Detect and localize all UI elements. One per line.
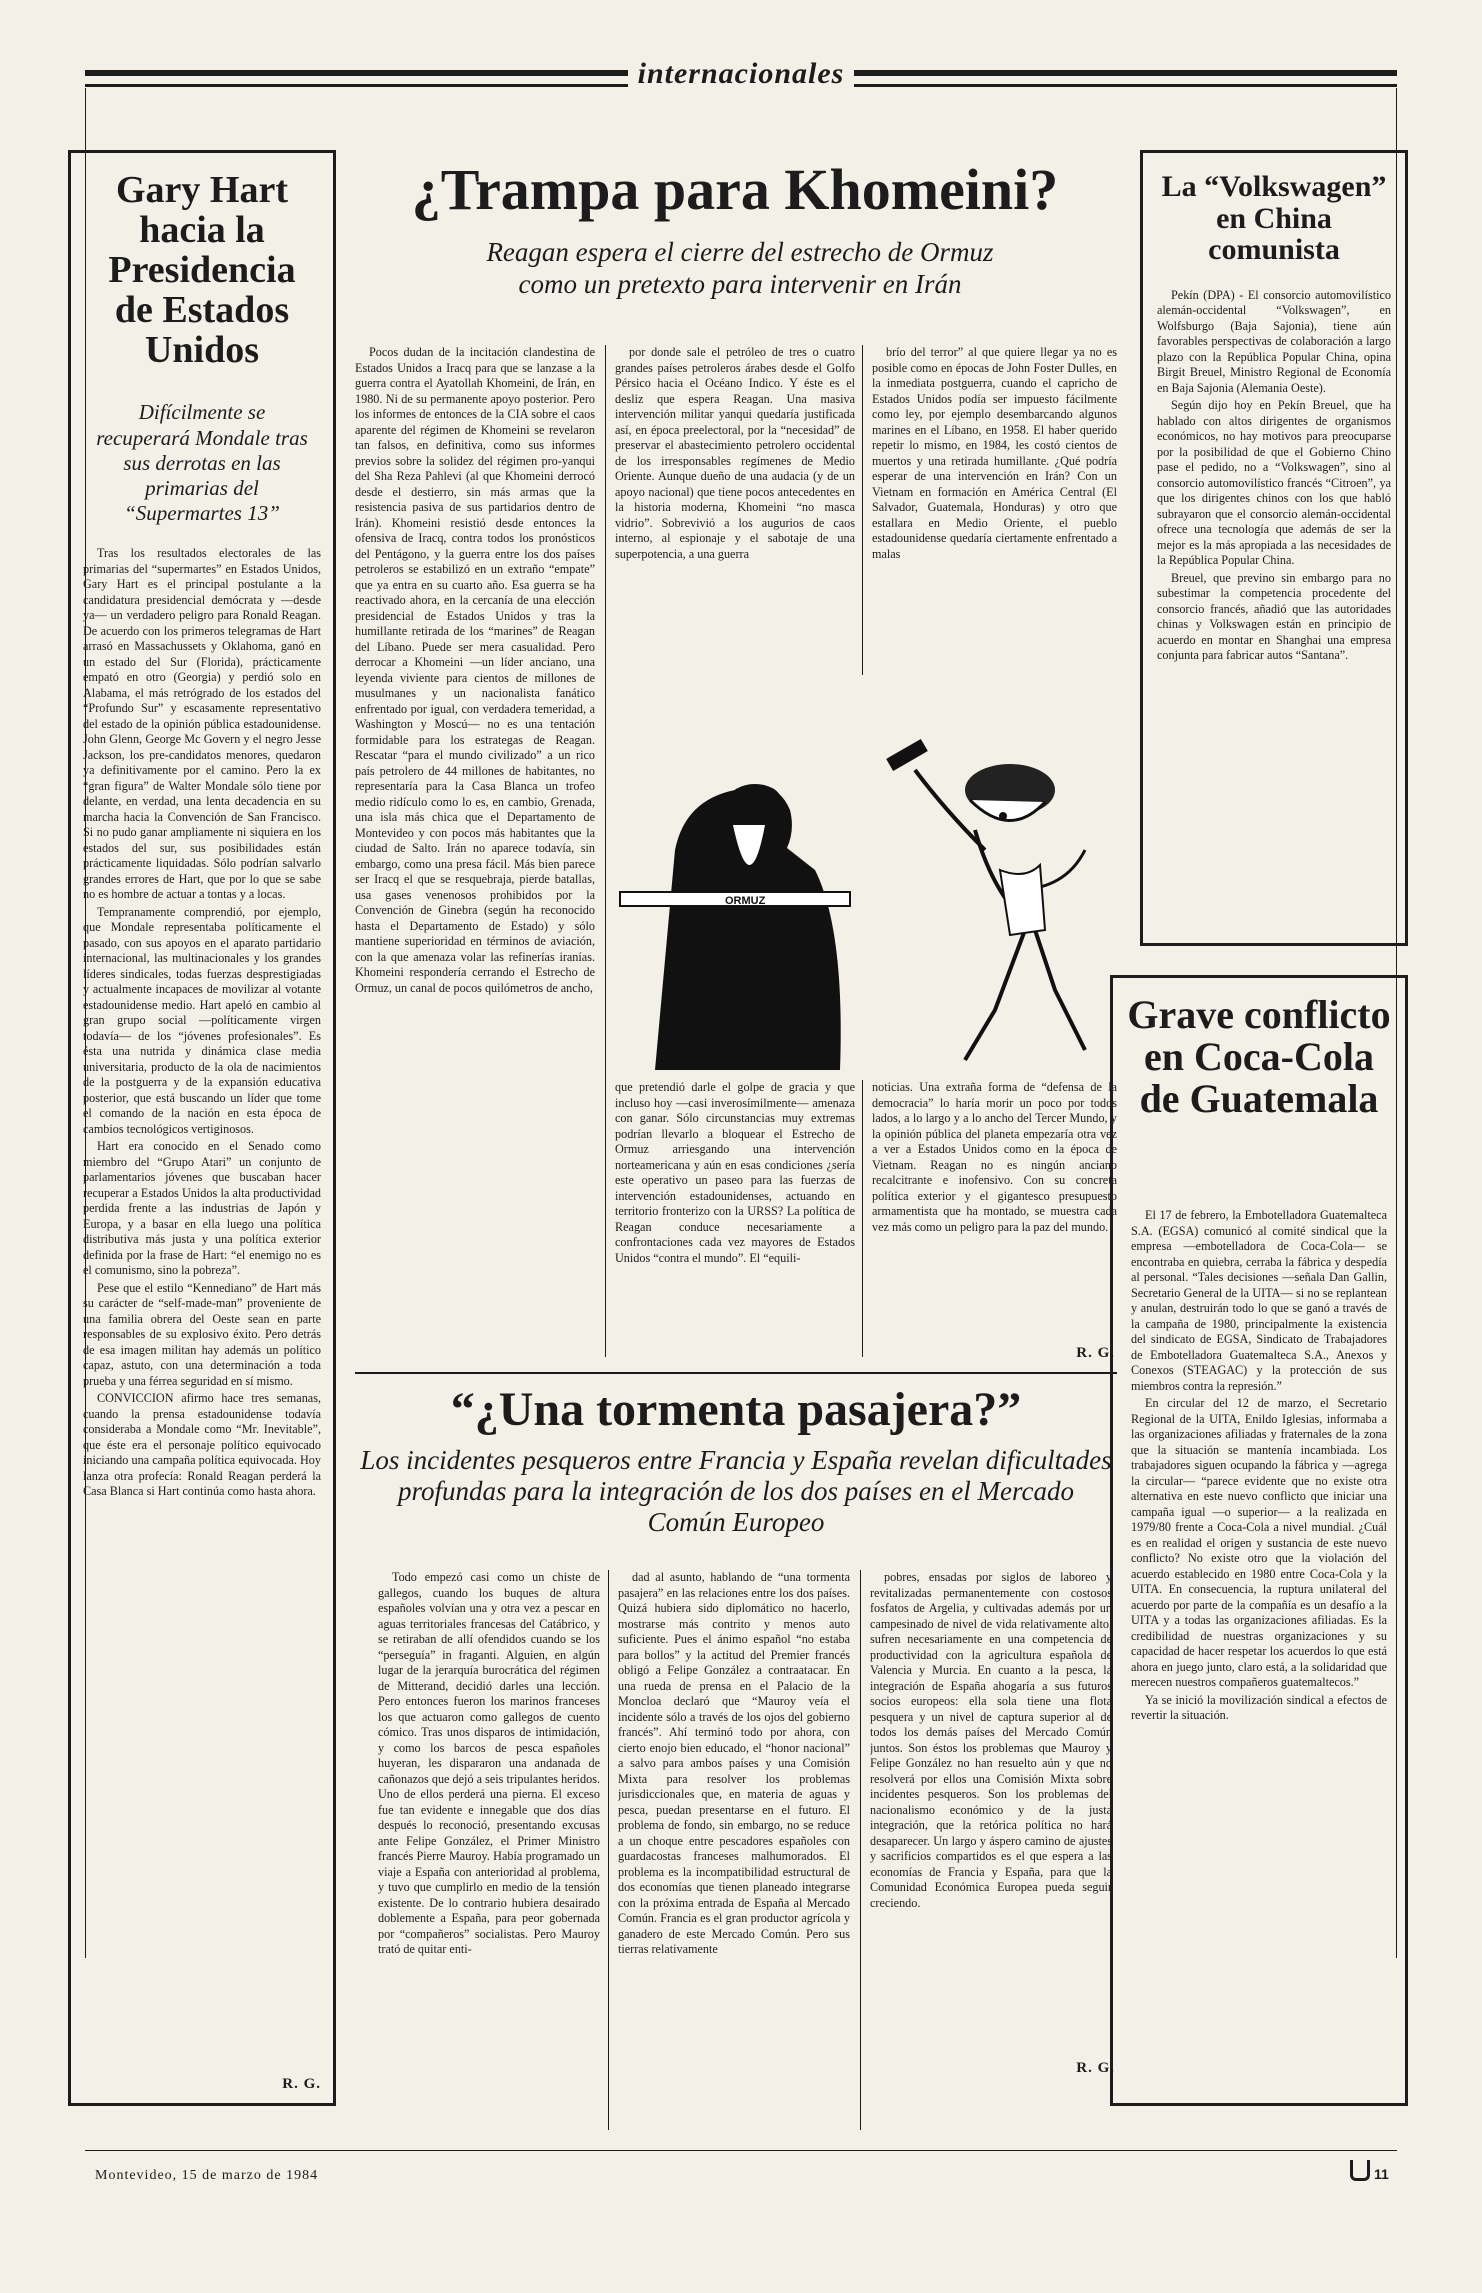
cartoon-strait-label: ORMUZ [725,895,766,907]
tormenta-signature: R. G. [1076,2060,1115,2076]
hart-deck: Difícilmente se recuperará Mondale tras sus derrotas en las primarias del “Supermartes 13” [96,400,308,526]
vw-body: Pekín (DPA) - El consorcio automovilístico alemán-occidental “Volkswagen”, en Wolfsburgo (Baja Sajonia), tiene aún favorables perspectivas de colaboración a largo plazo con la República Popular China, opina Birgit Breuel, Ministro Regional de Economía en Baja Sajonia (Alemania Oeste). Según dijo hoy en Pekín Breuel, que ha hablado con altos dirigentes de organismos económicos, no hay motivos para preocuparse por la posibilidad de que el Gobierno Chino pase el pedido, no a “Volkswagen”, sino al consorcio automovilístico francés “Citroen”, ya que los dirigentes chinos con los que habló subrayaron que el consorcio alemán-occidental ofrece una tecnología que además de ser la mejor es la más apropiada a las necesidades de la República Popular China. Breuel, que previno sin embargo para no subestimar la competencia procedente del consorcio francés, añadió que las autoridades chinas y Volkswagen están en principio de acuerdo en montar en Shanghai una empresa conjunta para fabricar autos “Santana”. [1157,287,1391,662]
cartoon-illustration [615,730,1117,1075]
khomeini-col-rule-2b [862,1080,863,1357]
hart-title: Gary Hart hacia la Presidencia de Estados Unidos [108,169,296,371]
tormenta-col3: pobres, ensadas por siglos de laboreo y revitalizadas permanentemente con costosos fosfatos de Argelia, y cultivadas además por un campesinado de nivel de vida relativamente alto, sufren necesariamente en una competencia de productividad con la agricultura española de Valencia y Murcia. En cuanto a la pesca, la integración de España ahogaría a sus futuros socios europeos: ella sola tiene una flota pesquera y un nivel de captura superior al de todos los demás países del Mercado Común juntos. Son éstos los problemas que Mauroy y Felipe González no han resuelto aún y que no resolverá por ellos una Comisión Mixta sobre incidentes pesqueros. Son los problemas del nacionalismo económico y de la justa integración, que la retórica política no hará desaparecer. Un largo y áspero camino de ajustes y sacrificios compartidos es el que espera a las economías de Francia y España, para que la Comunidad Económica Europea pueda seguir creciendo. [870,1570,1112,1910]
tormenta-deck: Los incidentes pesqueros entre Francia y España revelan dificultades profundas para la integración de los dos países en el Mercado Común Europeo [360,1445,1112,1538]
khomeini-col-rule-2a [862,345,863,675]
footer-rule [85,2150,1397,2151]
coca-title: Grave conflicto en Coca-Cola de Guatemala [1127,992,1391,1121]
footer-dateline: Montevideo, 15 de marzo de 1984 [95,2168,319,2183]
tormenta-col-rule-2 [860,1570,861,2130]
coca-article [1110,975,1408,2106]
vw-article [1140,150,1408,946]
hart-body: Tras los resultados electorales de las primarias del “supermartes” en Estados Unidos, Gary Hart es el principal postulante a la candidatura presidencial demócrata y —desde ya— un verdadero peligro para Ronald Reagan. De acuerdo con los primeros telegramas de Hart arrasó en Massachussets y Oklahoma, ganó en un estado del Sur (Florida), prácticamente empató en otro (Georgia) y perdió solo en Alabama, el más retrógrado de los estados del “Profundo Sur” y escasamente representativo del estado de la opinión pública estadounidense. John Glenn, George Mc Govern y el negro Jesse Jackson, los pre-candidatos menores, quedaron ya definitivamente por el camino. Pero la ex “gran figura” de Walter Mondale sólo tiene por delante, en verdad, una lenta decadencia en su marcha hacia la Convención de San Francisco. Si no pudo ganar ampliamente ni siquiera en los estados del sur, sus posibilidades están prácticamente liquidadas. Sólo podrían salvarlo grandes errores de Hart, que por lo que se sabe no es hombre de actuar a tontas y a locas. Tempranamente comprendió, por ejemplo, que Mondale representaba políticamente el pasado, con sus apoyos en el aparato partidario internacional, las multinacionales y los grandes líderes sindicales, todas fuerzas desprestigiadas y actualmente incapaces de movilizar al votante estadounidense medio. Hart apeló en cambio al gran grupo social —políticamente virgen todavía— de los “jóvenes profesionales”. Es ésta una nutrida y dinámica clase media universitaria, producto de la ola de nacimientos de la postguerra y de la expansión educativa posterior, que está buscando un líder que tome el comando de la nación en esta época de cambios tecnológicos vertiginosos. Hart era conocido en el Senado como miembro del “Grupo Atari” un conjunto de parlamentarios jóvenes que buscaban hacer recuperar a Estados Unidos la alta productividad perdida frente a las industrias de Japón y Europa, y a basar en ella luego una política distributiva más justa y una política exterior definida por la frase de Hart: “el enemigo no es el comunismo, sino la pobreza”. Pese que el estilo “Kennediano” de Hart más su carácter de “self-made-man” proveniente de una familia obrera del Oeste sean en parte responsables de su explosivo éxito. Pero detrás de esa imagen militan hay además un político capaz, astuto, con una determinación a toda prueba y una férrea seguridad en sí mismo. CONVICCION afirmo hace tres semanas, cuando la prensa estadounidense todavía consideraba a Mondale como “Mr. Inevitable”, que éste era el personaje político equivocado iniciando una campaña política equivocada. Hoy lanza otra profecía: Ronald Reagan perderá la Casa Blanca si Hart continúa como hasta ahora. [83,546,321,1499]
khomeini-col3b: noticias. Una extraña forma de “defensa de la democracia” lo haría morir un poco por todos lados, a lo largo y a lo ancho del Tercer Mundo, y la opinión pública del planeta empezaría otra vez a ver a Estados Unidos como en la época de Vietnam. Reagan no es ningún anciano recalcitrante e inofensivo. Con su concreta política exterior y el gigantesco presupuesto armamentista que ha montado, se muestra cada vez más como un peligro para la paz del mundo. [872,1080,1117,1234]
khomeini-col2b: que pretendió darle el golpe de gracia y que incluso hoy —casi inverosímilmente— amenaza con ganar. Sólo circunstancias muy extremas podrían llevarlo a bloquear el Estrecho de Ormuz arriesgando una intervención norteamericana y aún en esas condiciones ¿sería este operativo un paseo para las fuerzas de intervención estadounidenses, actuando en territorio fronterizo con la URSS? La política de Reagan conduce necesariamente a confrontaciones cada vez mayores de Estados Unidos “contra el mundo”. El “equili- [615,1080,855,1265]
khomeini-reagan-cartoon [615,730,1117,1075]
khomeini-col-rule-1 [605,345,606,1357]
khomeini-deck: Reagan espera el cierre del estrecho de Ormuz como un pretexto para intervenir en Irán [486,237,994,300]
vw-title: La “Volkswagen” en China comunista [1161,170,1387,266]
tormenta-col1: Todo empezó casi como un chiste de gallegos, cuando los buques de altura españoles volvían una y otra vez a pescar en aguas territoriales francesas del Catábrico, y se retiraban de allí ofendidos cuando se los “perseguía” in fraganti. Alguien, en algún lugar de la jerarquía burocrática del régimen de Mitterand, decidió darles una lección. Pero entonces fueron los marinos franceses los que actuaron como gallegos de cuento cómico. Tras unos disparos de intimidación, y como los barcos de pesca españoles huyeran, les dispararon una andanada de cañonazos que dejó a seis tripulantes heridos. Uno de ellos perderá una pierna. El exceso fue tan evidente e innegable que dos días después lo reconoció, presentando excusas ante Felipe González, el Primer Ministro francés Pierre Mauroy. Había programado un viaje a España con anterioridad al problema, y tuvo que cumplirlo en medio de la tensión existente. De lo contrario hubiera desairado doblemente a España, para peor gobernada por “compañeros” socialistas. Pero Mauroy trató de quitar enti- [378,1570,600,1956]
khomeini-col2a: por donde sale el petróleo de tres o cuatro grandes países petroleros árabes desde el Golfo Pérsico hacia el Océano Indico. Y éste es el desliz que espera Reagan. Una masiva intervención militar yanqui quedaría justificada así, en época preelectoral, por la “necesidad” de preservar el abastecimiento petrolero occidental de los irresponsables regímenes de Medio Oriente. Aunque dueño de una audacia (y de un apoyo nacional) que tiene pocos antecedentes en la historia moderna, Khomeini “no masca vidrio”. Sobrevivió a los augurios de caos interno, al espionaje y el sabotaje de una superpotencia, a una guerra [615,345,855,561]
khomeini-col3a: brío del terror” al que quiere llegar ya no es posible como en épocas de John Foster Dulles, en la inmediata postguerra, cuando el capricho de Estados Unidos podía ser impuesto fácilmente como ley, por ejemplo desembarcando algunos marines en el Líbano, en 1958. El haber querido repetir lo mismo, en 1984, les costó cientos de muertos y una retirada humillante. ¿Qué podría esperar de una intervención en Irán? Con un Vietnam en formación en América Central (El Salvador, Guatemala, Honduras) y otro que estallara en Medio Oriente, el pueblo estadounidense quedaría ciertamente enfrentado a malas [872,345,1117,561]
footer-page-number: 11 [1350,2160,1389,2185]
hart-article [68,150,336,2106]
coca-body: El 17 de febrero, la Embotelladora Guatemalteca S.A. (EGSA) comunicó al comité sindical que la empresa —embotelladora de Coca-Cola— se encontraba en quiebra, cerraba la fábrica y despedía al personal. “Tales decisiones —señala Dan Gallin, Secretario General de la UITA— si no se replantean y anulan, destruirán todo lo que se ganó a través de la campaña de 1980, principalmente la existencia del sindicato de EGSA, Sindicato de Trabajadores de Embotelladora Guatemalteca S.A., Anexos y Conexos (STEAGAC) y la protección de sus miembros contra la represión.” En circular del 12 de marzo, el Secretario Regional de la UITA, Enildo Iglesias, informaba a las organizaciones afiliadas y fraternales de la zona que la situación se mantenía incambiada. Los trabajadores siguen ocupando la fábrica y —agrega la circular— “parece evidente que no existe otra alternativa en este nuevo conflicto que iniciar una campaña igual —o superior— a la realizada en 1979/80 frente a Coca-Cola a nivel mundial. ¿Cuál es en realidad el origen y sustancia de este nuevo conflicto? No existe otro que la violación del acuerdo establecido en 1980 entre Coca-Cola y la UITA. En consecuencia, la ruptura unilateral del acuerdo por parte de la compañía es un desafío a la UITA y a todas las organizaciones afiliadas. Es la credibilidad de nuestras organizaciones y su capacidad de hacer respetar los acuerdos lo que está ahora en juego junto, claro está, a la solidaridad que merecen nuestros compañeros guatemaltecos.” Ya se inició la movilización sindical a efectos de revertir la situación. [1131,1208,1387,1722]
publication-logo-icon [1350,2160,1370,2181]
section-title: internacionales [0,57,1482,91]
tormenta-col-rule-1 [608,1570,609,2130]
khomeini-col1: Pocos dudan de la incitación clandestina de Estados Unidos a Iracq para que se lanzase a la guerra contra el Ayatollah Khomeini, de Irán, en 1980. Ni de su permanente apoyo posterior. Pero los informes de entonces de la CIA sobre el caos aparente del régimen de Khomeini se revelaron tan falsos, en definitiva, como sus informes previos sobre la solidez del régimen pro-yanqui del Sha Reza Pahlevi (al que Khomeini derrocó desde el destierro, sin más armas que la resistencia pasiva de sus partidarios dentro de Irán). Khomeini resistió desde entonces la ofensiva de Iracq, contra todos los pronósticos del Pentágono, y la guerra entre los dos países petroleros se estabilizó en un extraño “empate” que ya entra en su cuarto año. Esa guerra se ha reactivado ahora, en la cercanía de una elección presidencial de Estados Unidos y tras la humillante retirada de los “marines” de Reagan del Líbano. Puede ser mera casualidad. Pero derrocar a Khomeini —un líder anciano, una leyenda viviente para cientos de millones de musulmanes y un nacionalista fanático enfrentado por igual, con verdadera temeridad, a Washington y Moscú— no es una tentación formidable para los estrategas de Reagan. Rescatar “para el mundo civilizado” a un rico país petrolero de 44 millones de habitantes, no representaría para la Casa Blanca un trofeo medio ridículo como lo es, en cambio, Grenada, una isla más chica que el Departamento de Montevideo y con pocos más habitantes que la ciudad de Salto. Irán no aparece todavía, sin embargo, como una presa fácil. Más bien parece ser Iracq el que se resquebraja, pierde batallas, usa gases venenosos prohibidos por la Convención de Ginebra (según ha reconocido hasta el Departamento de Estado) y sólo mantiene superioridad en términos de aviación, con la que amenaza volar las refinerías iranías. Khomeini respondería cerrando el Estrecho de Ormuz, un canal de pocos quilómetros de ancho, [355,345,595,995]
tormenta-title: “¿Una tormenta pasajera?” [450,1383,1022,1436]
khomeini-title: ¿Trampa para Khomeini? [411,157,1059,222]
khomeini-bottom-rule [355,1372,1117,1374]
tormenta-col2: dad al asunto, hablando de “una tormenta pasajera” en las relaciones entre los dos países. Quizá hubiera sido diplomático no hacerlo, mostrarse más contrito y menos auto suficiente. Pues el ánimo español “no estaba para bollos” y la actitud del Premier francés obligó a Felipe González a contraatacar. En una rueda de prensa en el Palacio de la Moncloa declaró que “Mauroy veía el incidente sólo a través de los ojos del gobierno francés”. Ahí terminó todo por ahora, con cierto enojo bien educado, el “honor nacional” a salvo para ambos países y una Comisión Mixta para resolver los problemas jurisdiccionales que, en materia de aguas y pesca, puedan presentarse en el futuro. El problema de fondo, sin embargo, no se reduce a un choque entre pescadores españoles con guardacostas franceses malhumorados. El problema es la incompatibilidad estructural de dos economías que tienen planeado integrarse con la próxima entrada de España al Mercado Común. Francia es el gran productor agrícola y ganadero de este Mercado Común. Pero sus tierras relativamente [618,1570,850,1956]
hart-signature: R. G. [282,2076,321,2092]
khomeini-signature: R. G. [1076,1345,1115,1361]
